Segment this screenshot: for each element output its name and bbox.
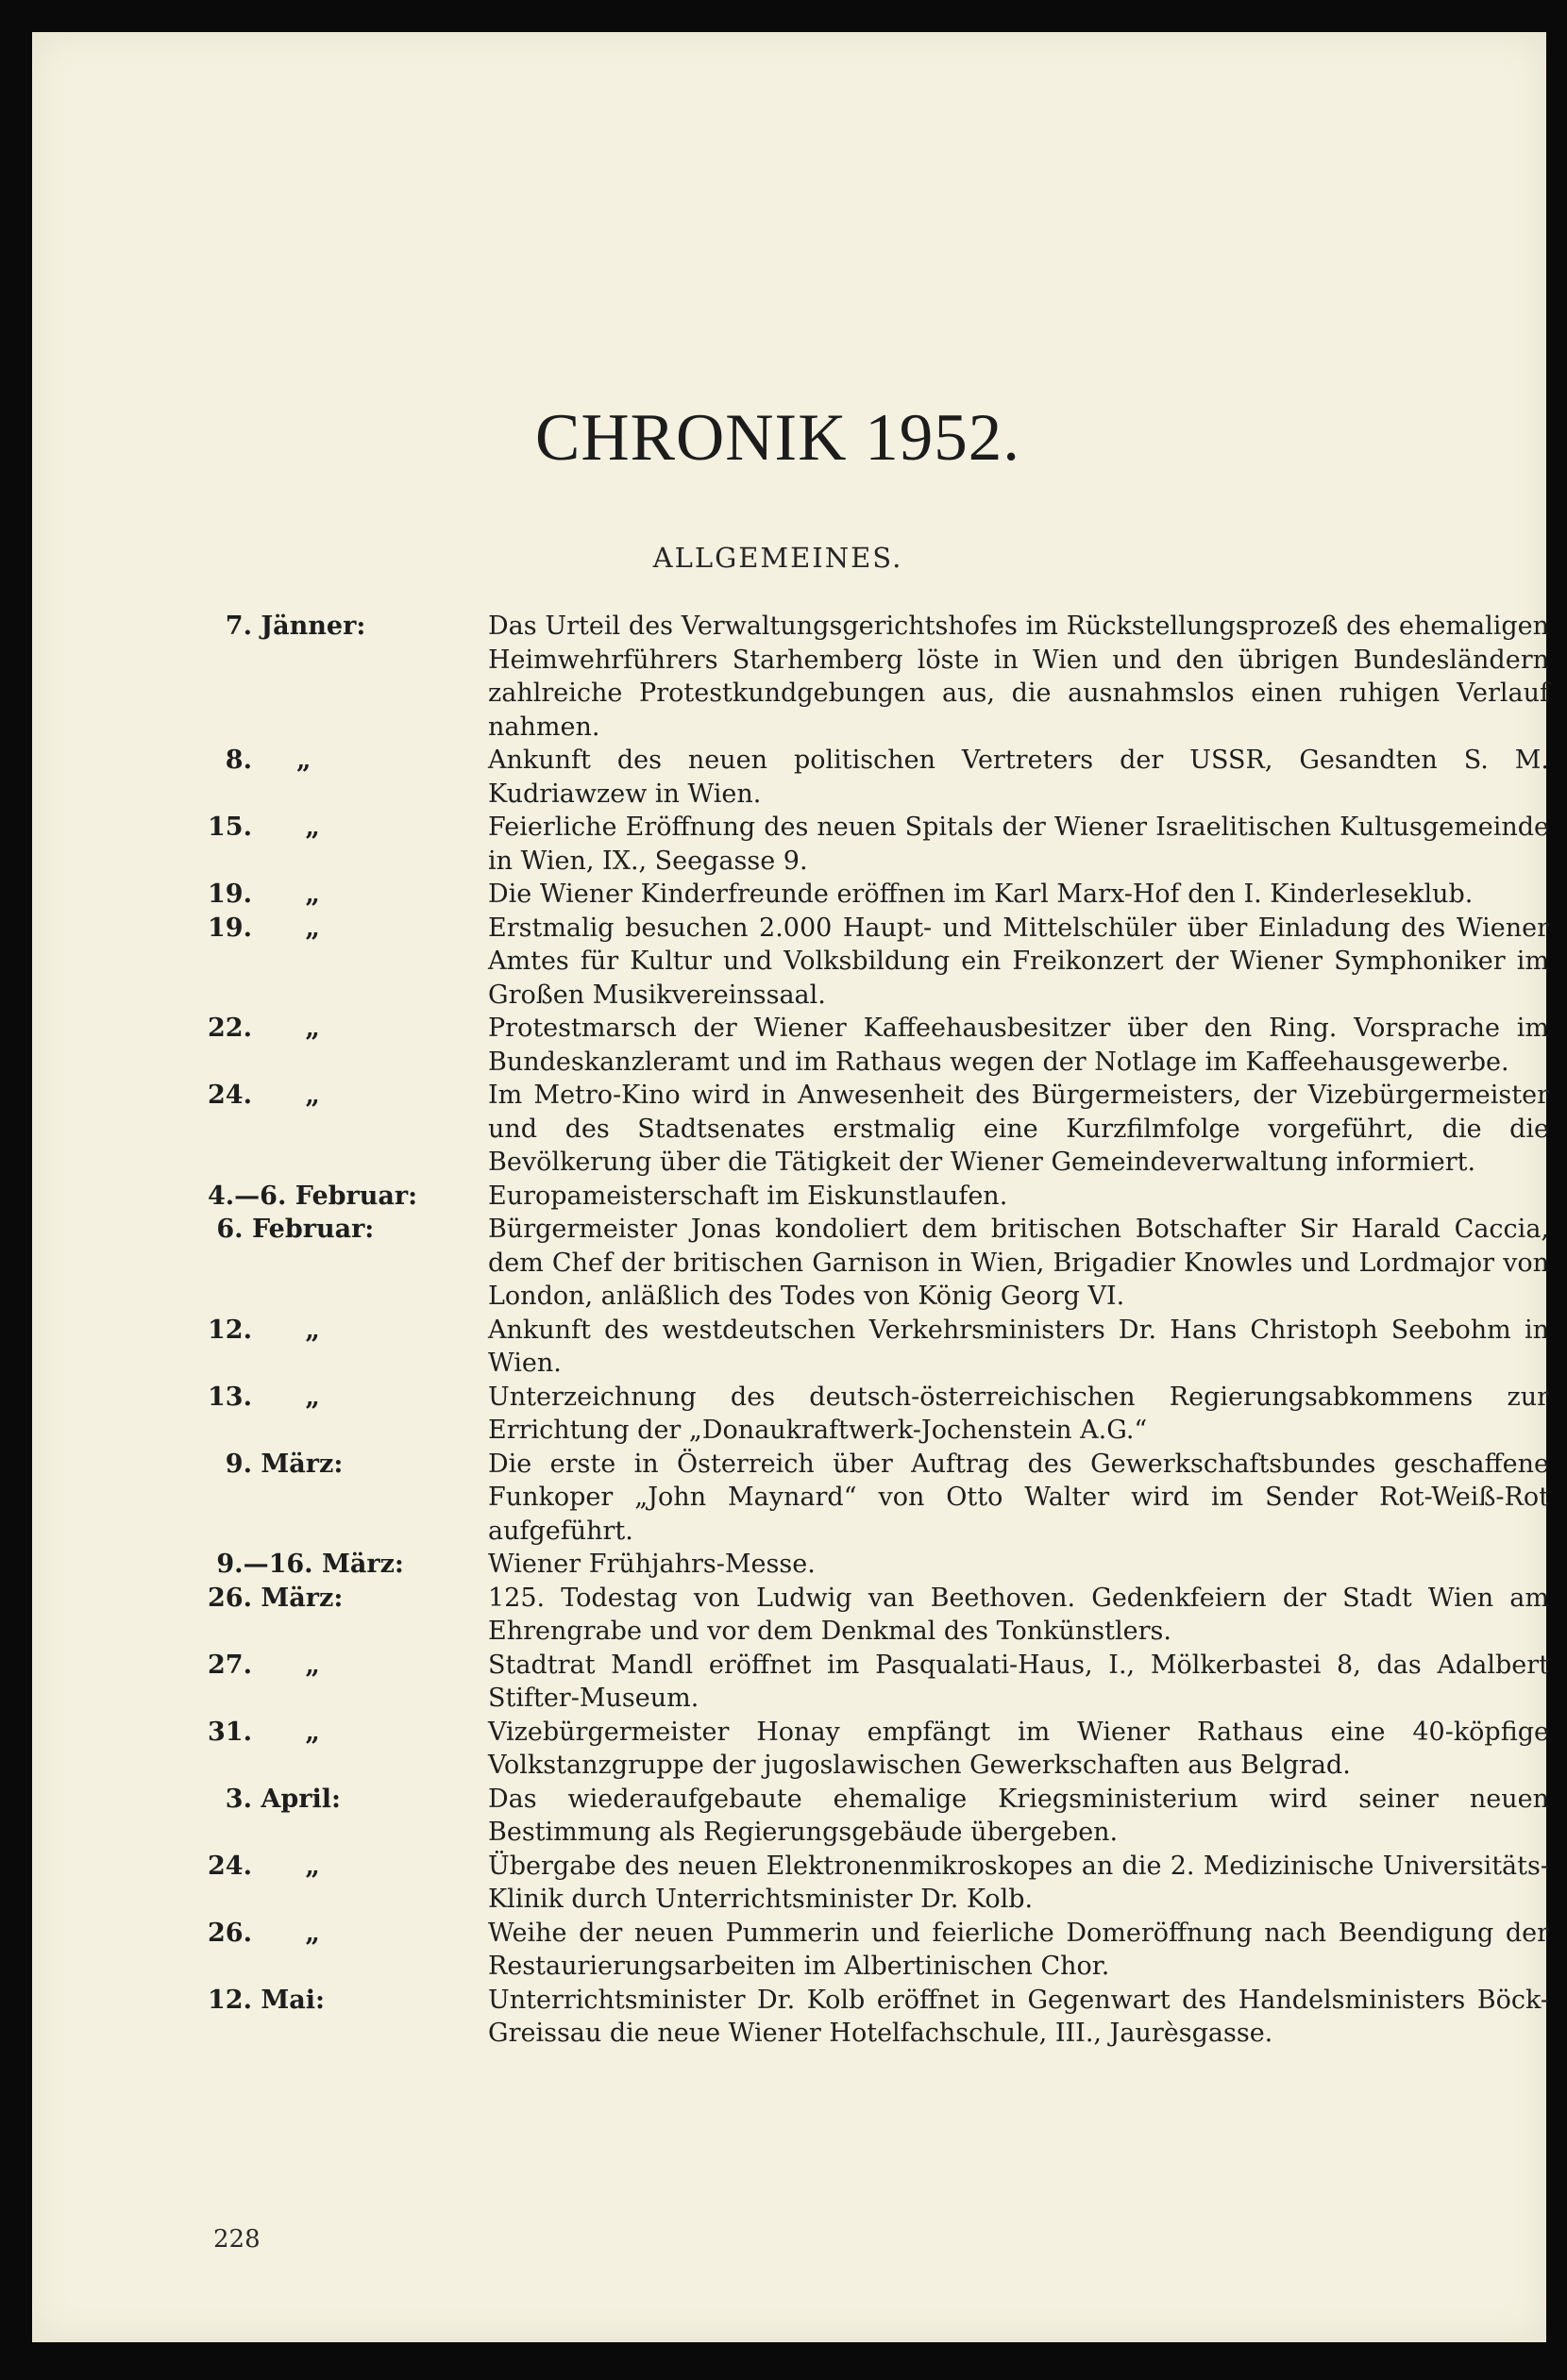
list-item	[32, 1180, 1546, 1214]
entry-text: Die erste in Österreich über Auftrag des Gewerkschaftsbundes geschaffene Funkoper „John Maynard“ von Otto Walter wird im Sender Rot-Weiß-Rot aufgeführt.	[488, 1449, 1549, 1546]
list-item	[32, 1783, 1549, 1850]
entry-date: 3. April:	[208, 1784, 341, 1814]
list-item	[32, 1448, 1549, 1549]
entry-text: Das Urteil des Verwaltungsgerichtshofes im Rückstellungsprozeß des ehemaligen Heimwehrführers Starhemberg löste in Wien und den übrigen Bundesländern zahlreiche Protestkundgebungen aus, die ausnahmslos einen ruhigen Verlauf nahmen.	[488, 612, 1549, 742]
entry-date: 19. „	[208, 880, 320, 909]
list-item	[32, 1582, 1549, 1649]
entry-date: 9. März:	[208, 1449, 344, 1479]
entry-date: 22. „	[208, 1014, 320, 1043]
list-item	[32, 1012, 1549, 1079]
entry-date: 26. „	[208, 1918, 320, 1948]
list-item	[32, 1213, 1549, 1314]
entry-text: Vizebürgermeister Honay empfängt im Wiener Rathaus eine 40-köpfige Volkstanzgruppe der jugoslawischen Gewerkschaften aus Belgrad.	[488, 1717, 1549, 1780]
list-item	[32, 744, 1549, 811]
entry-date: 8. „	[208, 746, 312, 775]
entry-date: 27. „	[208, 1650, 320, 1680]
list-item	[32, 1381, 1549, 1448]
entry-date: 7. Jänner:	[208, 612, 366, 641]
entry-date: 6. Februar:	[208, 1215, 375, 1244]
entry-date: 9.—16. März:	[208, 1550, 404, 1579]
list-item	[32, 1850, 1549, 1917]
entry-text: Unterzeichnung des deutsch-österreichischen Regierungsabkommens zur Errichtung der „Donaukraftwerk-Jochenstein A.G.“	[488, 1382, 1549, 1445]
page-number: 228	[213, 2225, 261, 2254]
list-item	[32, 1984, 1549, 2051]
list-item	[32, 610, 1549, 744]
entry-text: Ankunft des neuen politischen Vertreters der USSR, Gesandten S. M. Kudriawzew in Wien.	[488, 746, 1549, 809]
entry-text: Das wiederaufgebaute ehemalige Kriegsministerium wird seiner neuen Bestimmung als Regierungsgebäude übergeben.	[488, 1784, 1549, 1847]
entry-text: Bürgermeister Jonas kondoliert dem britischen Botschafter Sir Harald Caccia, dem Chef der britischen Garnison in Wien, Brigadier Knowles und Lordmajor von London, anläßlich des Todes von König Georg VI.	[488, 1215, 1549, 1311]
entry-text: Feierliche Eröffnung des neuen Spitals der Wiener Israelitischen Kultusgemeinde in Wien, IX., Seegasse 9.	[488, 813, 1549, 876]
list-item	[32, 878, 1546, 912]
entry-text: Weihe der neuen Pummerin und feierliche Domeröffnung nach Beendigung der Restaurierungsarbeiten im Albertinischen Chor.	[488, 1918, 1549, 1981]
entry-text: Wiener Frühjahrs-Messe.	[488, 1550, 816, 1579]
entry-date: 4.—6. Februar:	[208, 1181, 418, 1211]
list-item	[32, 1716, 1549, 1783]
document-page	[32, 32, 1549, 2342]
chronicle-list	[32, 610, 1549, 2051]
entry-text: 125. Todestag von Ludwig van Beethoven. Gedenkfeiern der Stadt Wien am Ehrengrabe und vor dem Denkmal des Tonkünstlers.	[488, 1583, 1549, 1646]
list-item	[32, 1079, 1549, 1180]
list-item	[32, 1548, 1546, 1582]
list-item	[32, 912, 1549, 1013]
entry-date: 24. „	[208, 1081, 320, 1110]
entry-date: 12. Mai:	[208, 1985, 325, 2015]
section-heading: ALLGEMEINES.	[652, 542, 903, 574]
entry-text: Übergabe des neuen Elektronenmikroskopes an die 2. Medizinische Universitäts-Klinik durch Unterrichtsminister Dr. Kolb.	[488, 1851, 1549, 1914]
list-item	[32, 1917, 1549, 1984]
entry-date: 15. „	[208, 813, 320, 842]
list-item	[32, 811, 1549, 878]
entry-date: 12. „	[208, 1315, 320, 1345]
entry-date: 26. März:	[208, 1583, 344, 1613]
entry-text: Ankunft des westdeutschen Verkehrsministers Dr. Hans Christoph Seebohm in Wien.	[488, 1315, 1549, 1378]
entry-date: 13. „	[208, 1382, 320, 1412]
entry-text: Protestmarsch der Wiener Kaffeehausbesitzer über den Ring. Vorsprache im Bundeskanzleramt und im Rathaus wegen der Notlage im Kaffeehausgewerbe.	[488, 1014, 1549, 1077]
list-item	[32, 1314, 1549, 1381]
entry-text: Im Metro-Kino wird in Anwesenheit des Bürgermeisters, der Vizebürgermeister und des Stadtsenates erstmalig eine Kurzfilmfolge vorgeführt, die die Bevölkerung über die Tätigkeit der Wiener Gemeindeverwaltung informiert.	[488, 1081, 1549, 1177]
entry-text: Unterrichtsminister Dr. Kolb eröffnet in Gegenwart des Handelsministers Böck-Greissau die neue Wiener Hotelfachschule, III., Jaurèsgasse.	[488, 1985, 1549, 2048]
entry-text: Stadtrat Mandl eröffnet im Pasqualati-Haus, I., Mölkerbastei 8, das Adalbert Stifter-Museum.	[488, 1650, 1549, 1713]
entry-text: Erstmalig besuchen 2.000 Haupt- und Mittelschüler über Einladung des Wiener Amtes für Kultur und Volksbildung ein Freikonzert der Wiener Symphoniker im Großen Musikvereinssaal.	[488, 913, 1549, 1010]
entry-date: 24. „	[208, 1851, 320, 1881]
entry-text: Die Wiener Kinderfreunde eröffnen im Karl Marx-Hof den I. Kinderleseklub.	[488, 880, 1474, 909]
page-title: CHRONIK 1952.	[535, 401, 1020, 475]
entry-date: 19. „	[208, 913, 320, 943]
entry-text: Europameisterschaft im Eiskunstlaufen.	[488, 1181, 1008, 1211]
list-item	[32, 1649, 1549, 1716]
entry-date: 31. „	[208, 1717, 320, 1747]
